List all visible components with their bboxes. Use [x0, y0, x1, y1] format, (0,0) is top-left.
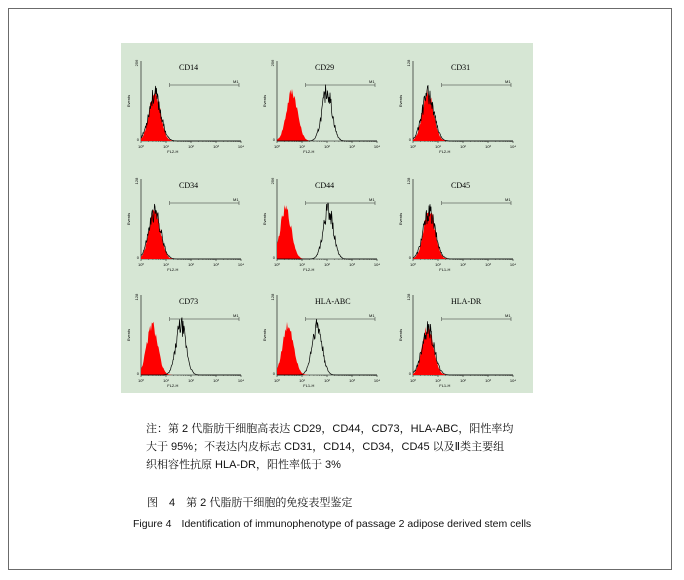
x-tick-label: 10²: [188, 262, 194, 267]
x-axis-label: FL1-H: [303, 383, 315, 388]
x-tick-label: 10²: [324, 262, 330, 267]
x-tick-label: 10¹: [435, 378, 441, 383]
gate-label: M1: [505, 79, 511, 84]
histogram-cd29: [257, 53, 385, 161]
x-tick-label: 10⁰: [409, 378, 417, 383]
histogram-title: CD44: [315, 181, 335, 190]
x-tick-label: 10¹: [163, 378, 169, 383]
x-tick-label: 10⁴: [509, 144, 517, 149]
gate-label: M1: [233, 79, 239, 84]
x-tick-label: 10¹: [163, 262, 169, 267]
y-max-label: 128: [406, 177, 411, 185]
histogram-cd73: [121, 287, 249, 395]
x-tick-label: 10³: [349, 378, 355, 383]
histogram-cd31: [393, 53, 521, 161]
y-axis-label: Events: [262, 328, 267, 342]
x-tick-label: 10⁰: [137, 378, 145, 383]
x-tick-label: 10²: [460, 144, 466, 149]
x-axis-label: FL2-H: [167, 267, 179, 272]
histogram-title: HLA-ABC: [315, 297, 351, 306]
note-line-2: 大于 95%；不表达内皮标志 CD31，CD14，CD34，CD45 以及Ⅱ类主要组: [146, 441, 505, 453]
y-axis-label: Events: [398, 212, 403, 226]
x-axis-label: FL1-H: [439, 267, 451, 272]
histogram-svg: [121, 53, 249, 161]
x-tick-label: 10³: [213, 378, 219, 383]
histogram-cd44: [257, 171, 385, 279]
histogram-svg: [393, 171, 521, 279]
control-histogram: [141, 89, 241, 141]
y-max-label: 256: [270, 177, 275, 185]
x-axis-label: FL1-H: [439, 383, 451, 388]
histogram-svg: [121, 287, 249, 395]
note-line-1: 注：第 2 代脂肪干细胞高表达 CD29，CD44，CD73，HLA-ABC，阳性率均: [146, 423, 514, 435]
figure-caption-english: [133, 518, 531, 530]
x-tick-label: 10²: [324, 144, 330, 149]
y-max-label: 128: [406, 293, 411, 301]
y-zero-label: 0: [408, 255, 411, 260]
histogram-svg: [257, 287, 385, 395]
x-tick-label: 10³: [349, 262, 355, 267]
y-max-label: 128: [134, 293, 139, 301]
gate-label: M1: [233, 313, 239, 318]
control-histogram: [141, 322, 241, 375]
histogram-title: CD73: [179, 297, 199, 306]
y-axis-label: Events: [262, 212, 267, 226]
figure-caption-chinese: 图 4 第 2 代脂肪干细胞的免疫表型鉴定: [147, 497, 353, 509]
x-axis-label: FL2-H: [439, 149, 451, 154]
gate-label: M1: [233, 197, 239, 202]
y-axis-label: Events: [262, 94, 267, 108]
gate-label: M1: [369, 79, 375, 84]
figure-number: Figure 4: [133, 518, 172, 530]
x-tick-label: 10⁴: [237, 378, 245, 383]
x-tick-label: 10²: [460, 378, 466, 383]
x-tick-label: 10¹: [435, 262, 441, 267]
x-tick-label: 10³: [485, 144, 491, 149]
gate-label: M1: [369, 197, 375, 202]
y-zero-label: 0: [408, 371, 411, 376]
flow-cytometry-panel: [121, 43, 533, 393]
x-axis-label: FL2-H: [167, 383, 179, 388]
x-tick-label: 10⁰: [137, 144, 145, 149]
y-zero-label: 0: [136, 255, 139, 260]
x-tick-label: 10³: [349, 144, 355, 149]
x-axis-label: FL2-H: [303, 149, 315, 154]
x-tick-label: 10¹: [435, 144, 441, 149]
y-zero-label: 0: [272, 255, 275, 260]
x-tick-label: 10¹: [163, 144, 169, 149]
x-tick-label: 10¹: [299, 144, 305, 149]
histogram-cd14: [121, 53, 249, 161]
x-tick-label: 10²: [188, 378, 194, 383]
x-tick-label: 10⁴: [373, 262, 381, 267]
histogram-hla-abc: [257, 287, 385, 395]
x-tick-label: 10¹: [299, 378, 305, 383]
x-tick-label: 10⁰: [273, 378, 281, 383]
y-max-label: 128: [406, 59, 411, 67]
x-tick-label: 10²: [324, 378, 330, 383]
x-tick-label: 10⁴: [237, 144, 245, 149]
y-axis-label: Events: [126, 328, 131, 342]
histogram-title: HLA-DR: [451, 297, 482, 306]
x-tick-label: 10²: [188, 144, 194, 149]
x-tick-label: 10⁰: [273, 144, 281, 149]
x-axis-label: FL2-H: [167, 149, 179, 154]
x-tick-label: 10⁴: [373, 144, 381, 149]
x-tick-label: 10³: [213, 144, 219, 149]
histogram-svg: [393, 53, 521, 161]
y-zero-label: 0: [136, 137, 139, 142]
histogram-title: CD45: [451, 181, 471, 190]
y-max-label: 128: [134, 177, 139, 185]
figure-title: Identification of immunophenotype of passage 2 adipose derived stem cells: [181, 518, 532, 530]
x-tick-label: 10¹: [299, 262, 305, 267]
x-tick-label: 10⁴: [509, 262, 517, 267]
y-axis-label: Events: [398, 328, 403, 342]
histogram-svg: [393, 287, 521, 395]
histogram-cd34: [121, 171, 249, 279]
figure-note: [146, 420, 516, 474]
y-zero-label: 0: [272, 371, 275, 376]
x-tick-label: 10³: [213, 262, 219, 267]
x-tick-label: 10³: [485, 378, 491, 383]
y-axis-label: Events: [126, 94, 131, 108]
x-tick-label: 10⁰: [409, 262, 417, 267]
control-histogram: [413, 88, 513, 141]
histogram-hla-dr: [393, 287, 521, 395]
histogram-title: CD34: [179, 181, 199, 190]
x-tick-label: 10⁰: [273, 262, 281, 267]
x-tick-label: 10⁰: [409, 144, 417, 149]
histogram-title: CD14: [179, 63, 199, 72]
x-tick-label: 10⁴: [509, 378, 517, 383]
y-zero-label: 0: [136, 371, 139, 376]
y-zero-label: 0: [408, 137, 411, 142]
x-tick-label: 10⁰: [137, 262, 145, 267]
y-zero-label: 0: [272, 137, 275, 142]
note-line-3: 织相容性抗原 HLA-DR，阳性率低于 3%: [146, 459, 341, 471]
x-axis-label: FL2-H: [303, 267, 315, 272]
y-max-label: 256: [270, 59, 275, 67]
gate-label: M1: [505, 197, 511, 202]
histogram-svg: [121, 171, 249, 279]
x-tick-label: 10²: [460, 262, 466, 267]
gate-label: M1: [369, 313, 375, 318]
histogram-title: CD31: [451, 63, 471, 72]
x-tick-label: 10⁴: [237, 262, 245, 267]
control-histogram: [141, 209, 241, 259]
x-tick-label: 10⁴: [373, 378, 381, 383]
y-max-label: 256: [134, 59, 139, 67]
y-axis-label: Events: [398, 94, 403, 108]
y-max-label: 128: [270, 293, 275, 301]
histogram-svg: [257, 53, 385, 161]
histogram-svg: [257, 171, 385, 279]
x-tick-label: 10³: [485, 262, 491, 267]
histogram-cd45: [393, 171, 521, 279]
gate-label: M1: [505, 313, 511, 318]
y-axis-label: Events: [126, 212, 131, 226]
histogram-title: CD29: [315, 63, 335, 72]
control-histogram: [277, 205, 377, 259]
